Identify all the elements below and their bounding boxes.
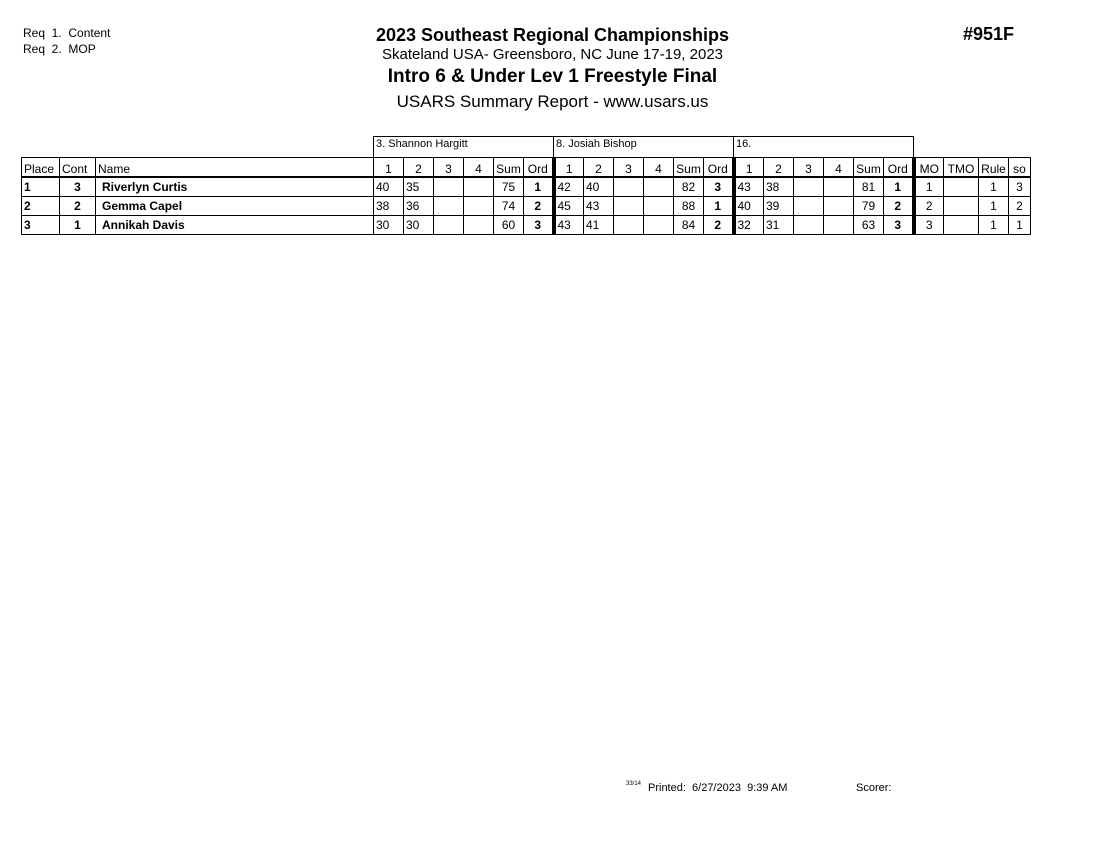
header-j2-ord: Ord [704,158,734,178]
row-cont: 3 [60,177,96,197]
row-rule: 1 [979,177,1009,197]
row-j3-score1: 32 [734,216,764,235]
judges-spacer [22,137,374,158]
row-j1-score2: 30 [404,216,434,235]
row-j3-sum: 81 [854,177,884,197]
row-j1-sum: 75 [494,177,524,197]
row-j2-score4 [644,197,674,216]
row-j2-score3 [614,177,644,197]
row-j1-score3 [434,216,464,235]
row-j3-ord: 3 [884,216,914,235]
header-j1-2: 2 [404,158,434,178]
row-j2-score3 [614,197,644,216]
row-tmo [944,216,979,235]
header-cont: Cont [60,158,96,178]
row-j2-score2: 43 [584,197,614,216]
header-j3-ord: Ord [884,158,914,178]
event-code: #951F [963,24,1015,44]
row-j1-ord: 3 [524,216,554,235]
header-j3-sum: Sum [854,158,884,178]
results-table [21,136,1031,235]
row-j2-sum: 88 [674,197,704,216]
header-rule: Rule [979,158,1009,178]
row-mo: 2 [914,197,944,216]
table-row [22,216,1031,235]
row-cont: 2 [60,197,96,216]
row-j1-score1: 38 [374,197,404,216]
row-j2-score2: 40 [584,177,614,197]
row-j2-score4 [644,216,674,235]
requirement-mop: Req 2. MOP [23,42,96,56]
row-j3-score4 [824,177,854,197]
header-j2-4: 4 [644,158,674,178]
row-j2-ord: 1 [704,197,734,216]
row-j2-score1: 42 [554,177,584,197]
row-j2-ord: 3 [704,177,734,197]
row-j1-score1: 30 [374,216,404,235]
row-j1-score1: 40 [374,177,404,197]
row-j2-score4 [644,177,674,197]
row-j3-score2: 39 [764,197,794,216]
column-header-row [22,158,1031,178]
row-rule: 1 [979,216,1009,235]
header-j2-2: 2 [584,158,614,178]
row-so: 3 [1009,177,1031,197]
row-j2-score3 [614,216,644,235]
table-row [22,197,1031,216]
row-j1-ord: 1 [524,177,554,197]
row-so: 2 [1009,197,1031,216]
row-j2-score1: 45 [554,197,584,216]
judge-2-name: 8. Josiah Bishop [554,137,734,158]
footer-page-code: 33/14 [626,781,642,787]
row-so: 1 [1009,216,1031,235]
event-name: Intro 6 & Under Lev 1 Freestyle Final [387,66,718,87]
row-j1-score4 [464,197,494,216]
header-j1-3: 3 [434,158,464,178]
row-mo: 1 [914,177,944,197]
row-j2-score1: 43 [554,216,584,235]
row-skater-name: Riverlyn Curtis [96,177,374,197]
header-mo: MO [914,158,944,178]
header-j2-sum: Sum [674,158,704,178]
header-j2-3: 3 [614,158,644,178]
row-j3-score3 [794,216,824,235]
header-j3-3: 3 [794,158,824,178]
row-j2-score2: 41 [584,216,614,235]
row-j2-ord: 2 [704,216,734,235]
row-j3-ord: 1 [884,177,914,197]
header-j1-1: 1 [374,158,404,178]
header-j1-sum: Sum [494,158,524,178]
row-j1-score3 [434,177,464,197]
row-j3-score3 [794,197,824,216]
requirements [23,25,110,57]
row-j1-score2: 35 [404,177,434,197]
judges-row [22,137,1031,158]
header-j3-1: 1 [734,158,764,178]
judge-3-name: 16. [734,137,914,158]
row-place: 3 [22,216,60,235]
header-name: Name [96,158,374,178]
row-j1-score4 [464,216,494,235]
row-j3-score4 [824,216,854,235]
row-j1-ord: 2 [524,197,554,216]
row-mo: 3 [914,216,944,235]
row-skater-name: Annikah Davis [96,216,374,235]
row-j2-sum: 82 [674,177,704,197]
row-j3-score2: 38 [764,177,794,197]
footer-printed-timestamp: Printed: 6/27/2023 9:39 AM [648,782,788,794]
header-tmo: TMO [944,158,979,178]
row-tmo [944,197,979,216]
competition-venue-date: Skateland USA- Greensboro, NC June 17-19, 2023 [381,46,724,63]
row-j1-score3 [434,197,464,216]
row-place: 2 [22,197,60,216]
row-j3-score1: 43 [734,177,764,197]
header-so: so [1009,158,1031,178]
header-j2-1: 1 [554,158,584,178]
header-j1-ord: Ord [524,158,554,178]
header-j1-4: 4 [464,158,494,178]
judges-spacer-right [914,137,1031,158]
row-j2-sum: 84 [674,216,704,235]
header-j3-2: 2 [764,158,794,178]
row-j3-sum: 79 [854,197,884,216]
competition-title: 2023 Southeast Regional Championships [375,25,730,45]
row-j3-sum: 63 [854,216,884,235]
row-tmo [944,177,979,197]
table-row [22,177,1031,197]
row-j3-ord: 2 [884,197,914,216]
header-place: Place [22,158,60,178]
row-skater-name: Gemma Capel [96,197,374,216]
requirement-content: Req 1. Content [23,26,111,40]
row-place: 1 [22,177,60,197]
report-type: USARS Summary Report - www.usars.us [396,92,709,111]
judge-1-name: 3. Shannon Hargitt [374,137,554,158]
row-j3-score4 [824,197,854,216]
row-j1-score4 [464,177,494,197]
row-j1-sum: 60 [494,216,524,235]
footer-scorer-label: Scorer: [856,782,892,794]
header-j3-4: 4 [824,158,854,178]
row-j3-score3 [794,177,824,197]
row-cont: 1 [60,216,96,235]
row-j1-sum: 74 [494,197,524,216]
report-header [300,24,805,114]
row-rule: 1 [979,197,1009,216]
row-j3-score2: 31 [764,216,794,235]
row-j3-score1: 40 [734,197,764,216]
row-j1-score2: 36 [404,197,434,216]
